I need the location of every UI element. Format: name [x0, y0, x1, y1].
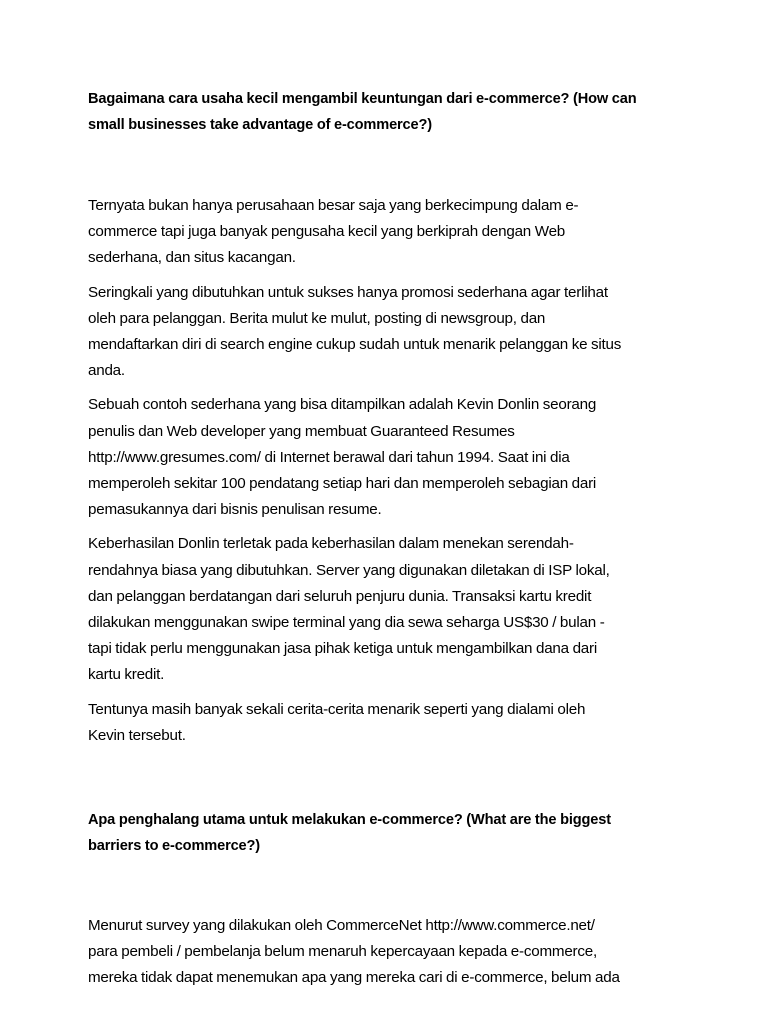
spacer-paragraph-3	[88, 523, 684, 531]
paragraph-6-line-2: para pembeli / pembelanja belum menaruh kepercayaan kepada e-commerce,	[88, 943, 597, 961]
paragraph-1-line-1: Ternyata bukan hanya perusahaan besar saja yang berkecimpung dalam e-	[88, 197, 579, 214]
paragraph-3-line-2: penulis dan Web developer yang membuat Guaranteed Resumes	[88, 422, 515, 440]
document-body	[88, 86, 684, 992]
paragraph-keberhasilan-donlin	[88, 531, 684, 688]
paragraph-menurut-survey-commercenet	[88, 913, 684, 992]
heading-1-line-1: Bagaimana cara usaha kecil mengambil keuntungan dari e-commerce? (How can	[88, 91, 637, 107]
paragraph-seringkali-yang-dibutuhkan	[88, 280, 684, 385]
spacer-paragraph-4	[88, 689, 684, 697]
paragraph-4-line-3: dan pelanggan berdatangan dari seluruh penjuru dunia. Transaksi kartu kredit	[88, 587, 592, 605]
paragraph-4-line-4: dilakukan menggunakan swipe terminal yang dia sewa seharga US$30 / bulan -	[88, 614, 605, 632]
spacer-paragraph-2	[88, 384, 684, 392]
spacer-after-heading-2	[88, 859, 684, 913]
paragraph-2-line-4: anda.	[88, 362, 125, 380]
paragraph-3-line-3: http://www.gresumes.com/ di Internet berawal dari tahun 1994. Saat ini dia	[88, 448, 570, 466]
paragraph-6-line-1: Menurut survey yang dilakukan oleh CommerceNet http://www.commerce.net/	[88, 917, 595, 935]
paragraph-3-line-4: memperoleh sekitar 100 pendatang setiap hari dan memperoleh sebagian dari	[88, 475, 597, 493]
heading-2-line-2: barriers to e-commerce?)	[88, 838, 261, 855]
paragraph-sebuah-contoh-sederhana	[88, 392, 684, 523]
spacer-before-heading-2	[88, 749, 684, 807]
spacer-after-heading-1	[88, 138, 684, 193]
paragraph-1-line-3: sederhana, dan situs kacangan.	[88, 249, 296, 267]
paragraph-4-line-5: tapi tidak perlu menggunakan jasa pihak ketiga untuk mengambilkan dana dari	[88, 640, 598, 658]
paragraph-6-line-3: mereka tidak dapat menemukan apa yang mereka cari di e-commerce, belum ada	[88, 969, 620, 987]
paragraph-tentunya-masih-banyak	[88, 697, 684, 749]
paragraph-5-line-1: Tentunya masih banyak sekali cerita-cerita menarik seperti yang dialami oleh	[88, 700, 586, 718]
paragraph-3-line-5: pemasukannya dari bisnis penulisan resume.	[88, 501, 382, 519]
paragraph-3-line-1: Sebuah contoh sederhana yang bisa ditampilkan adalah Kevin Donlin seorang	[88, 396, 597, 414]
paragraph-ternyata-bukan-hanya	[88, 193, 684, 272]
paragraph-5-line-2: Kevin tersebut.	[88, 726, 186, 744]
paragraph-4-line-2: rendahnya biasa yang dibutuhkan. Server yang digunakan diletakan di ISP lokal,	[88, 561, 610, 579]
paragraph-1-line-2: commerce tapi juga banyak pengusaha kecil yang berkiprah dengan Web	[88, 223, 566, 241]
paragraph-4-line-6: kartu kredit.	[88, 666, 165, 684]
paragraph-2-line-3: mendaftarkan diri di search engine cukup sudah untuk menarik pelanggan ke situs	[88, 336, 622, 354]
heading-1-line-2: small businesses take advantage of e-commerce?)	[88, 117, 432, 133]
spacer-paragraph-1	[88, 272, 684, 280]
paragraph-2-line-1: Seringkali yang dibutuhkan untuk sukses hanya promosi sederhana agar terlihat	[88, 283, 608, 301]
paragraph-2-line-2: oleh para pelanggan. Berita mulut ke mulut, posting di newsgroup, dan	[88, 309, 546, 327]
paragraph-4-line-1: Keberhasilan Donlin terletak pada keberhasilan dalam menekan serendah-	[88, 535, 574, 553]
heading-how-can-small-businesses	[88, 86, 684, 138]
heading-2-line-1: Apa penghalang utama untuk melakukan e-commerce? (What are the biggest	[88, 812, 611, 829]
heading-biggest-barriers-to-ecommerce	[88, 807, 684, 859]
